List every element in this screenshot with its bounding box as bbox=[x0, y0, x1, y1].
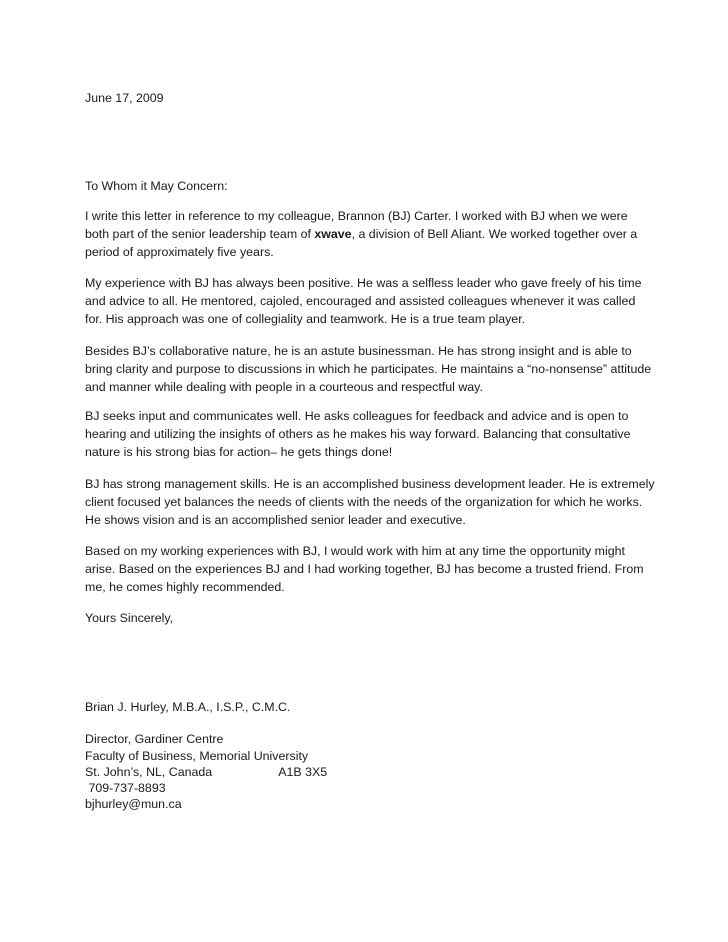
paragraph-1 bbox=[85, 207, 655, 261]
signer-title: Director, Gardiner Centre bbox=[85, 732, 224, 747]
paragraph-1-text-a: I write this letter in reference to my colleague, Brannon (BJ) Carter. I worked with BJ when we were both part of the senior leadership team of bbox=[85, 209, 628, 241]
signer-postal-code: A1B 3X5 bbox=[278, 764, 328, 779]
signer-address bbox=[85, 764, 485, 780]
paragraph-5: BJ has strong management skills. He is an accomplished business development leader. He is extremely client focused yet balances the needs of clients with the needs of the organization for which he works. He shows vision and is an accomplished senior leader and executive. bbox=[85, 477, 655, 527]
signer-organization: Faculty of Business, Memorial University bbox=[85, 748, 309, 763]
signer-email: bjhurley@mun.ca bbox=[85, 797, 182, 812]
closing: Yours Sincerely, bbox=[85, 611, 174, 625]
signature-spacer bbox=[85, 715, 485, 731]
paragraph-6: Based on my working experiences with BJ, I would work with him at any time the opportunity might arise. Based on the experiences BJ and I had working together, BJ has become a trusted friend. From me, he comes highly recommended. bbox=[85, 544, 644, 594]
signature-block bbox=[85, 699, 485, 813]
signer-name: Brian J. Hurley, M.B.A., I.S.P., C.M.C. bbox=[85, 700, 291, 714]
signer-city: St. John’s, NL, Canada bbox=[85, 764, 213, 779]
paragraph-1-text-b: , a division of Bell Aliant. We worked together over a period of approximately five years. bbox=[85, 227, 638, 259]
paragraph-2: My experience with BJ has always been positive. He was a selfless leader who gave freely of his time and advice to all. He mentored, cajoled, encouraged and assisted colleagues whenever it was called for. His approach was one of collegiality and teamwork. He is a true team player. bbox=[85, 276, 642, 326]
salutation: To Whom it May Concern: bbox=[85, 179, 228, 193]
paragraph-3: Besides BJ’s collaborative nature, he is an astute businessman. He has strong insight and is able to bring clarity and purpose to discussions in which he participates. He maintains a “no-nonsense” attitude and manner while dealing with people in a courteous and respectful way. bbox=[85, 344, 652, 394]
paragraph-4: BJ seeks input and communicates well. He asks colleagues for feedback and advice and is open to hearing and utilizing the insights of others as he makes his way forward. Balancing that consultative nature is his strong bias for action– he gets things done! bbox=[85, 409, 631, 459]
company-name: xwave bbox=[314, 227, 352, 241]
signer-phone: 709-737-8893 bbox=[85, 781, 166, 796]
letter-date: June 17, 2009 bbox=[85, 91, 164, 105]
